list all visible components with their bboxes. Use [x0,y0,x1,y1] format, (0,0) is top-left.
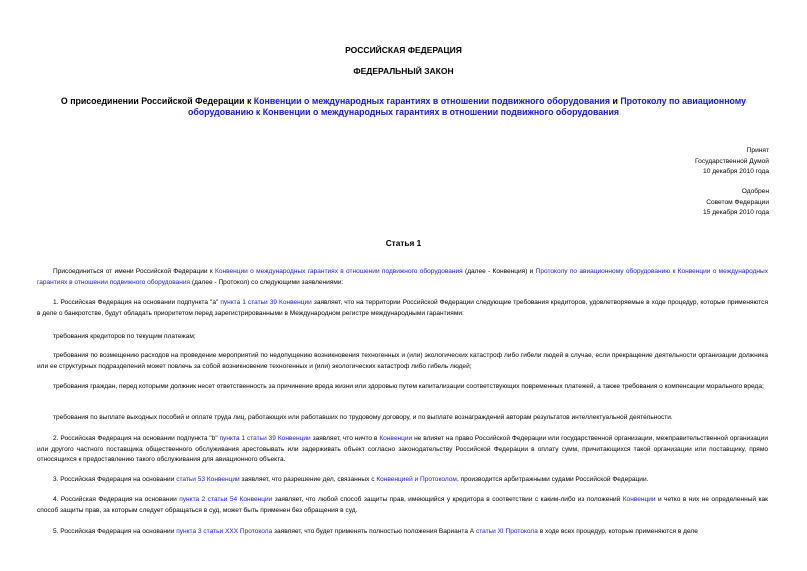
law-title [40,96,767,118]
convention-link[interactable]: Конвенции о международных гарантиях в отношении подвижного оборудования [253,96,611,106]
adoption-line: Принят [746,147,769,154]
paragraph-text: заявляет, что любой способ защиты прав, имеющийся у кредитора в соответствии с каким-либо из положений [272,496,623,503]
adoption-date: 15 декабря 2010 года [703,209,769,216]
article-link[interactable]: пункта 1 статьи 39 Конвенции [220,299,312,306]
paragraph-text: 4. Российская Федерация на основании [53,496,180,503]
paragraph-claims-wages: требования по выплате выходных пособий и оплате труда лиц, работающих или работавших по трудовому договору, и по выплате вознаграждений авторам результатов интеллектуальной деятельности. [53,414,673,421]
paragraph-text: (далее - Протокол) со следующими заявлениями: [190,278,344,286]
paragraph-text: заявляет, что разрешение дел, связанных с [239,476,377,483]
paragraph-text: в ходе всех процедур, которые применяются в деле [537,528,698,535]
protocol-link[interactable]: Протоколу по авиационному оборудованию к Конвенции о международных гарантиях в отношении подвижного оборудования [37,268,769,286]
title-text: и [610,96,621,106]
adoption-line: Одобрен [741,188,769,195]
paragraph-text: 3. Российская Федерация на основании [53,476,177,483]
paragraph-text: , производится арбитражными судами Российской Федерации. [456,476,649,483]
paragraph-claims-expenses: требования по возмещению расходов на проведение мероприятий по недопущению возникновения техногенных и (или) экологических катастроф либо гибели людей в случае, если прекращение деятельности организации должника или ее структурных подразделений может повлечь за собой возникновение техногенных и (или) экологических катастроф либо гибель людей; [37,352,768,370]
country-heading: РОССИЙСКАЯ ФЕДЕРАЦИЯ [345,45,462,55]
law-type-heading: ФЕДЕРАЛЬНЫЙ ЗАКОН [353,66,454,76]
paragraph-text: Присоединиться от имени Российской Федерации к [53,268,216,275]
paragraph-text: 5. Российская Федерация на основании [53,528,177,535]
protocol-article-link[interactable]: пункта 3 статьи XXX Протокола [176,528,273,535]
convention-link[interactable]: Конвенции о международных гарантиях в отношении подвижного оборудования [215,268,463,275]
convention-protocol-link[interactable]: Конвенцией и Протоколом [376,476,457,483]
paragraph-text: 1. Российская Федерация на основании подпункта "a" [53,299,221,306]
paragraph-3 [37,475,768,486]
article-heading: Статья 1 [385,238,422,248]
duma-adoption-block [695,146,769,178]
protocol-article-link[interactable]: статьи XI Протокола [475,528,538,535]
paragraph-text: заявляет, что ничто в [310,435,380,442]
paragraph-text: не влияет на право Российской Федерации или государственной организации, межправительственной организации или другого частного поставщика общественного обслуживания арестовывать или задерживать объект согласно законодательству Российской Федерации в оплату сумм, причитающихся такой организации или поставщику, прямо относящихся к предоставлению такого обслуживания для авиационного объекта. [37,435,768,463]
protocol-link[interactable]: Протоколу по авиационному оборудованию к Конвенции о международных гарантиях в отношении подвижного оборудования [188,96,747,117]
paragraph-4 [37,495,768,516]
article-link[interactable]: пункта 2 статьи 54 Конвенции [179,496,273,503]
paragraph-1 [37,298,768,319]
adoption-date: 10 декабря 2010 года [703,168,769,175]
paragraph-text: заявляет, что будет применять полностью положения Варианта А [272,528,476,535]
paragraph-text: (далее - Конвенция) и [462,268,536,275]
adoption-line: Государственной Думой [695,157,769,165]
adoption-line: Советом Федерации [706,198,769,206]
convention-link[interactable]: Конвенции [622,496,656,503]
article-link[interactable]: статьи 53 Конвенции [176,476,240,483]
paragraph-claims-current: требования кредиторов по текущим платежам; [53,333,196,340]
convention-link[interactable]: Конвенции [379,435,413,442]
paragraph-text: и четко в них не определенный как способ защиты прав, за которым следует обращаться в суд, может быть применен без обращения в суд. [37,496,768,514]
paragraph-intro [37,267,768,288]
article-link[interactable]: пункта 1 статьи 39 Конвенции [219,435,311,442]
paragraph-5 [37,527,768,538]
paragraph-2 [37,434,768,466]
council-adoption-block [703,187,769,219]
paragraph-claims-citizens: требования граждан, перед которыми должник несет ответственность за причинение вреда жизни или здоровью путем капитализации соответствующих повременных платежей, а также требования о компенсации морального вреда; [53,383,764,390]
paragraph-text: 2. Российская Федерация на основании подпункта "b" [53,435,220,442]
title-text: О присоединении Российской Федерации к [60,96,254,106]
paragraph-text: заявляет, что на территории Российской Федерации следующие требования кредиторов, удовлетворяемые в ходе процедур, которые применяются в деле о банкротстве, будут обладать приоритетом перед зарегистрированными в Международном регистре международными гарантиями: [37,299,768,317]
